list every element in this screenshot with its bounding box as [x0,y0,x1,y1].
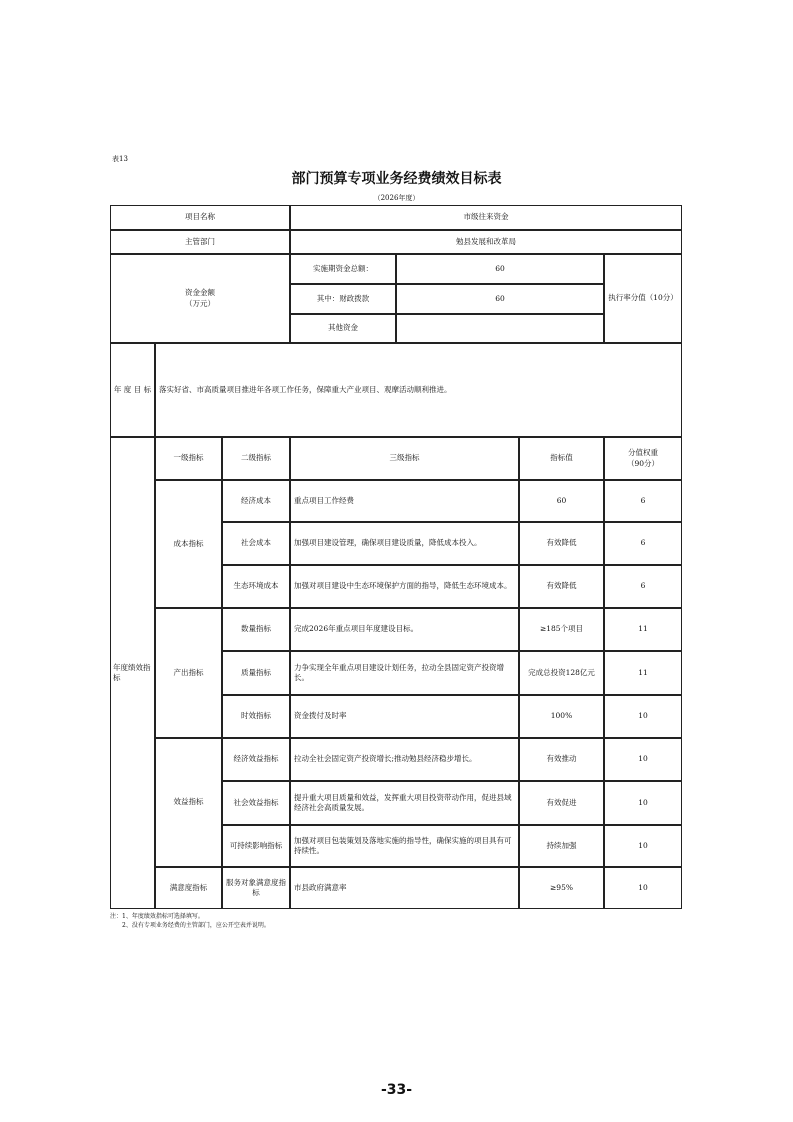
level2-cell: 可持续影响指标 [222,825,290,867]
level1-satisfaction: 满意度指标 [155,867,222,909]
fiscal-year: （2026年度） [373,194,420,202]
indicator-value-cell: 60 [519,480,604,522]
weight-cell: 10 [604,781,682,825]
weight-cell: 10 [604,825,682,867]
indicator-value-cell: 有效推动 [519,738,604,781]
performance-table [110,205,682,909]
fiscal-fund-value: 60 [396,284,604,314]
level3-cell: 加强对项目建设中生态环境保护方面的指导，降低生态环境成本。 [290,565,519,608]
level1-benefit: 效益指标 [155,738,222,867]
level3-cell: 加强项目建设管理，确保项目建设质量，降低成本投入。 [290,522,519,565]
header-level2: 二级指标 [222,437,290,480]
indicator-value-cell: ≥95% [519,867,604,909]
level2-cell: 服务对象满意度指标 [222,867,290,909]
level2-cell: 数量指标 [222,608,290,651]
indicator-value-cell: 有效促进 [519,781,604,825]
weight-cell: 6 [604,565,682,608]
table-number: 表13 [112,155,128,163]
indicator-value-cell: 完成总投资128亿元 [519,651,604,695]
project-name-value: 市级往来资金 [290,205,682,230]
department-value: 勉县发展和改革局 [290,230,682,254]
fund-amount-label: 资金金额 （万元） [110,254,290,343]
weight-cell: 6 [604,522,682,565]
project-name-label: 项目名称 [110,205,290,230]
table-notes [110,913,270,930]
header-level1: 一级指标 [155,437,222,480]
note-line: 注：1、年度绩效指标可选择填写。 [110,913,204,920]
level2-cell: 质量指标 [222,651,290,695]
header-level3: 三级指标 [290,437,519,480]
indicator-value-cell: 持续加强 [519,825,604,867]
level3-cell: 市县政府满意率 [290,867,519,909]
indicator-value-cell: 有效降低 [519,522,604,565]
weight-cell: 11 [604,608,682,651]
level3-cell: 力争实现全年重点项目建设计划任务，拉动全县固定资产投资增长。 [290,651,519,695]
level2-cell: 生态环境成本 [222,565,290,608]
other-fund-value [396,314,604,343]
level1-cost: 成本指标 [155,480,222,608]
weight-cell: 6 [604,480,682,522]
header-indicator-value: 指标值 [519,437,604,480]
indicator-value-cell: 100% [519,695,604,738]
level3-cell: 完成2026年重点项目年度建设目标。 [290,608,519,651]
weight-cell: 10 [604,695,682,738]
fiscal-fund-label: 其中：财政拨款 [290,284,396,314]
total-fund-label: 实施期资金总额： [290,254,396,284]
note-line: 2、没有专项业务经费的主管部门，应公开空表并说明。 [110,921,270,929]
department-label: 主管部门 [110,230,290,254]
weight-cell: 10 [604,738,682,781]
weight-cell: 11 [604,651,682,695]
level3-cell: 重点项目工作经费 [290,480,519,522]
level2-cell: 社会成本 [222,522,290,565]
level3-cell: 资金拨付及时率 [290,695,519,738]
indicator-value-cell: ≥185个项目 [519,608,604,651]
level3-cell: 拉动全社会固定资产投资增长;推动勉县经济稳步增长。 [290,738,519,781]
execution-rate-score: 执行率分值（10分） [604,254,682,343]
level2-cell: 社会效益指标 [222,781,290,825]
header-weight: 分值权重 （90分） [604,437,682,480]
level2-cell: 时效指标 [222,695,290,738]
annual-goal-label: 年 度 目 标 [110,343,155,437]
page-title: 部门预算专项业务经费绩效目标表 [291,171,502,187]
level3-cell: 加强对项目包装策划及落地实施的指导性，确保实施的项目具有可持续性。 [290,825,519,867]
weight-cell: 10 [604,867,682,909]
page-number: -33- [380,1082,413,1098]
indicator-value-cell: 有效降低 [519,565,604,608]
total-fund-value: 60 [396,254,604,284]
level2-cell: 经济效益指标 [222,738,290,781]
other-fund-label: 其他资金 [290,314,396,343]
level3-cell: 提升重大项目质量和效益，发挥重大项目投资带动作用，促进县域经济社会高质量发展。 [290,781,519,825]
level2-cell: 经济成本 [222,480,290,522]
level1-output: 产出指标 [155,608,222,738]
annual-indicators-label: 年度绩效指标 [110,437,155,909]
annual-goal-text: 落实好省、市高质量项目推进年各项工作任务，保障重大产业项目、观摩活动顺利推进。 [155,343,682,437]
